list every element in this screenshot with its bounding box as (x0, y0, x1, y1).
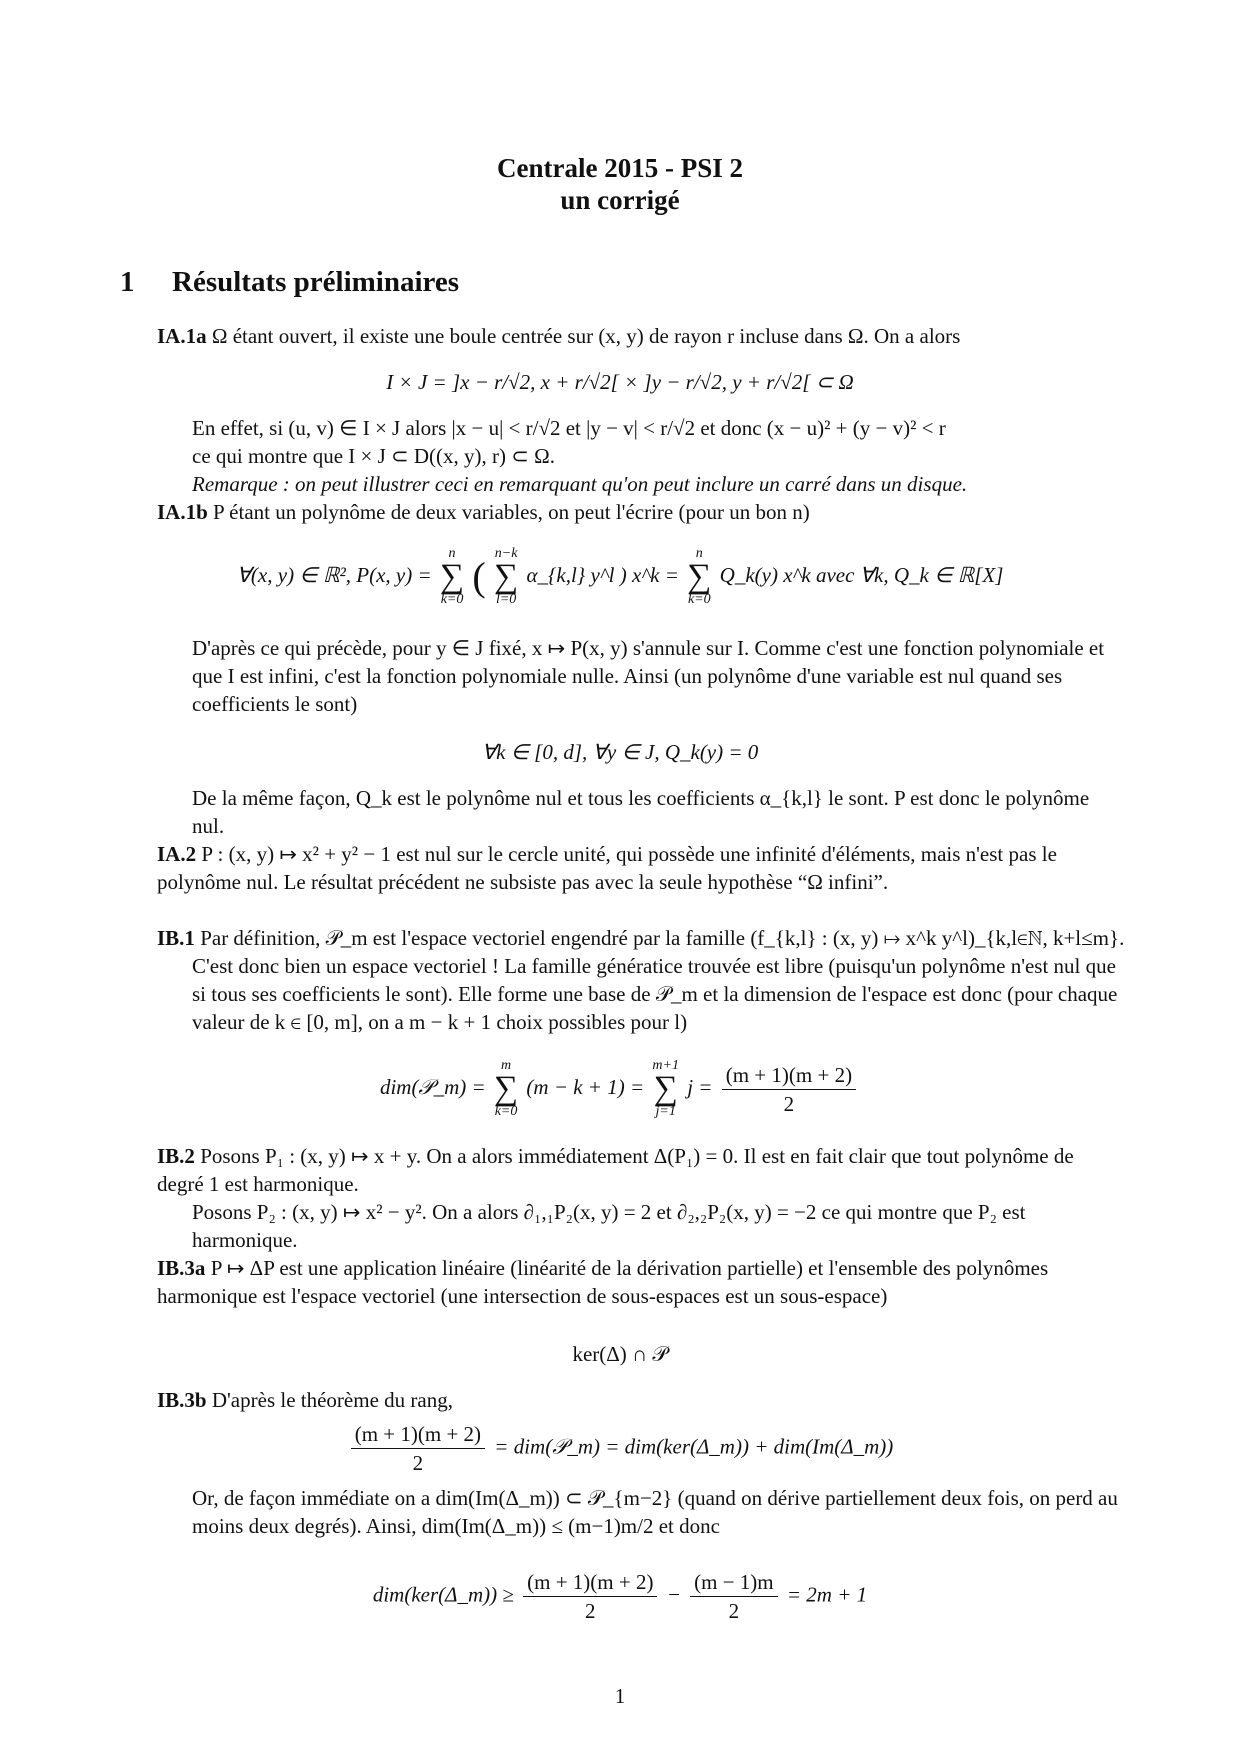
eq-mid: (m − k + 1) = (526, 1074, 645, 1099)
sum-symbol: n−k ∑ l=0 (493, 546, 519, 607)
eq-left: dim(ker(Δ_m)) ≥ (372, 1582, 514, 1607)
fraction: $\frac{(m + 1)(m + 2)}{2}$ (523, 1568, 657, 1625)
sum-symbol: m+1 ∑ j=1 (652, 1058, 679, 1119)
fraction: $\frac{(m - 1)m}{2}$ (690, 1568, 778, 1625)
section-number: 1 (120, 266, 135, 298)
paragraph-text: En effet, si (u, v) ∈ I × J alors |x − u| < r/√2 et |y − v| < r/√2 et donc (x − u)² + (y − v)² < r (192, 416, 946, 440)
paragraph-ib1 (157, 924, 1125, 952)
document-subtitle: un corrigé (560, 185, 680, 215)
question-label: IA.1b (157, 500, 208, 524)
paragraph-ia1a (157, 322, 1125, 350)
eq-j: j = (687, 1074, 713, 1099)
paragraph-text: D'après le théorème du rang, (211, 1388, 453, 1412)
fraction: $\frac{(m + 1)(m + 2)}{2}$ (351, 1420, 485, 1477)
paragraph-text: De la même façon, Q_k est le polynôme nul et tous les coefficients α_{k,l} le sont. P est donc le polynôme nul. (192, 786, 1090, 838)
eq-mid: ) x^k = (619, 562, 679, 587)
eq-left: ∀(x, y) ∈ ℝ², P(x, y) = (236, 562, 432, 587)
paragraph-text: C'est donc bien un espace vectoriel ! La famille génératice trouvée est libre (puisqu'un polynôme n'est nul que si tous ses coefficients le sont). Elle forme une base de 𝒫_m et la dimension de l'espace est donc (pour chaque valeur de k ∈ [0, m], on a m − k + 1 choix possibles pour l) (192, 954, 1118, 1034)
equation-ia1b-2: ∀k ∈ [0, d], ∀y ∈ J, Q_k(y) = 0 (481, 740, 759, 764)
paragraph-text: ce qui montre que I × J ⊂ D((x, y), r) ⊂ Ω. (192, 444, 555, 468)
paragraph-text: P : (x, y) ↦ x² + y² − 1 est nul sur le cercle unité, qui possède une infinité d'éléments, mais n'est pas le polynôme nul. Le résultat précédent ne subsiste pas avec la seule hypothèse “Ω infini”. (157, 842, 1057, 894)
equation-ia1b: ∀(x, y) ∈ ℝ², P(x, y) = n ∑ k=0 ( n−k ∑ l=0 α_{k,l} y^l ) x^k = n ∑ k=0 Q_k(y) x^k avec ∀k, Q_k ∈ ℝ[X] (236, 546, 1004, 607)
question-label: IA.1a (157, 324, 207, 348)
eq-minus: − (666, 1582, 681, 1607)
eq-right: = dim(𝒫_m) = dim(ker(Δ_m)) + dim(Im(Δ_m)) (494, 1434, 894, 1459)
paragraph-ib3a (157, 1254, 1125, 1310)
paragraph-ia1b (157, 498, 1125, 526)
fraction: $\frac{(m + 1)(m + 2)}{2}$ (722, 1061, 856, 1118)
paragraph-text: Posons P₂ : (x, y) ↦ x² − y². On a alors ∂₁,₁P₂(x, y) = 2 et ∂₂,₂P₂(x, y) = −2 ce qui montre que P₂ est harmonique. (192, 1200, 1026, 1252)
question-label: IB.3a (157, 1256, 206, 1280)
equation-ib1 (0, 1058, 1240, 1120)
paragraph-text: Par définition, 𝒫_m est l'espace vectoriel engendré par la famille (f_{k,l} : (x, y) ↦ x^k y^l)_{k,l∈ℕ, k+l≤m}. (200, 926, 1125, 950)
question-label: IA.2 (157, 842, 197, 866)
paragraph-text: Or, de façon immédiate on a dim(Im(Δ_m)) ⊂ 𝒫_{m−2} (quand on dérive partiellement deux fois, on perd au moins deux degrés). Ainsi, dim(Im(Δ_m)) ≤ (m−1)m/2 et donc (192, 1486, 1118, 1538)
question-label: IB.3b (157, 1388, 207, 1412)
paragraph-text: P ↦ ΔP est une application linéaire (linéarité de la dérivation partielle) et l'ensemble des polynômes harmonique est l'espace vectoriel (une intersection de sous-espaces est un sous-espace) (157, 1256, 1049, 1308)
eq-left: dim(𝒫_m) = (379, 1074, 486, 1099)
equation-ib3a: ker(Δ) ∩ 𝒫 (572, 1342, 668, 1366)
paragraph-ib3b (157, 1386, 1125, 1414)
document-title: Centrale 2015 - PSI 2 (497, 153, 743, 183)
section-heading (120, 268, 459, 296)
section-title: Résultats préliminaires (172, 266, 460, 298)
question-label: IB.1 (157, 926, 195, 950)
question-label: IB.2 (157, 1144, 195, 1168)
equation-ia1a: I × J = ]x − r/√2, x + r/√2[ × ]y − r/√2, y + r/√2[ ⊂ Ω (386, 370, 854, 394)
sum-symbol: m ∑ k=0 (493, 1058, 519, 1119)
paragraph-text: D'après ce qui précède, pour y ∈ J fixé, x ↦ P(x, y) s'annule sur I. Comme c'est une fonction polynomiale et que I est infini, c'est la fonction polynomiale nulle. Ainsi (un polynôme d'une variable est nul quand ses coefficients le sont) (192, 636, 1105, 716)
equation-ib3b-2 (0, 1568, 1240, 1625)
sum-symbol: n ∑ k=0 (439, 546, 465, 607)
remark-text: Remarque : on peut illustrer ceci en remarquant qu'on peut inclure un carré dans un disque. (192, 472, 968, 496)
paragraph-text: P étant un polynôme de deux variables, on peut l'écrire (pour un bon n) (213, 500, 810, 524)
eq-right: = 2m + 1 (786, 1582, 868, 1607)
eq-right: Q_k(y) x^k avec ∀k, Q_k ∈ ℝ[X] (719, 562, 1004, 587)
eq-inner: α_{k,l} y^l (526, 562, 615, 587)
paragraph-ib2 (157, 1142, 1125, 1198)
paragraph-text: Posons P₁ : (x, y) ↦ x + y. On a alors immédiatement Δ(P₁) = 0. Il est en fait clair que tout polynôme de degré 1 est harmonique. (157, 1144, 1074, 1196)
paragraph-ia2 (157, 840, 1125, 896)
equation-ib3b (0, 1420, 1240, 1477)
paragraph-text: Ω étant ouvert, il existe une boule centrée sur (x, y) de rayon r incluse dans Ω. On a alors (211, 324, 961, 348)
page-number: 1 (614, 1684, 626, 1708)
sum-symbol: n ∑ k=0 (687, 546, 712, 607)
